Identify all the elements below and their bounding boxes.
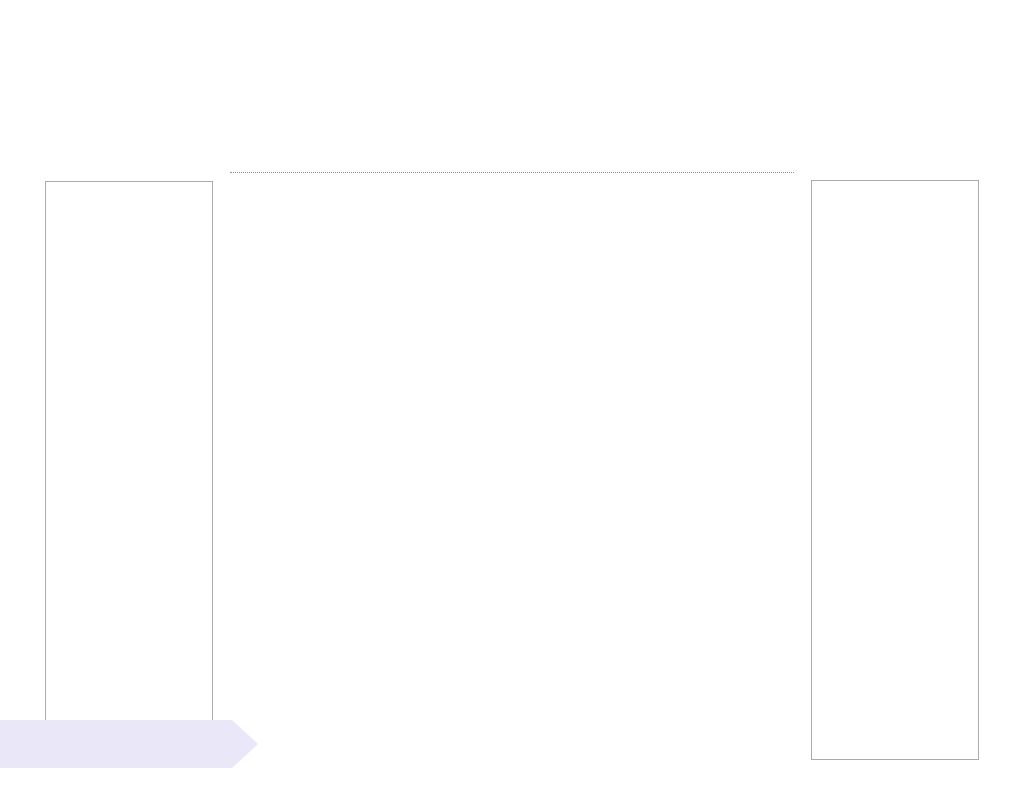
calendar-grid [230, 163, 794, 181]
notes-box-left [45, 181, 213, 760]
brand-banner [0, 720, 258, 768]
semester-divider [230, 172, 794, 173]
notes-box-right [811, 180, 979, 760]
